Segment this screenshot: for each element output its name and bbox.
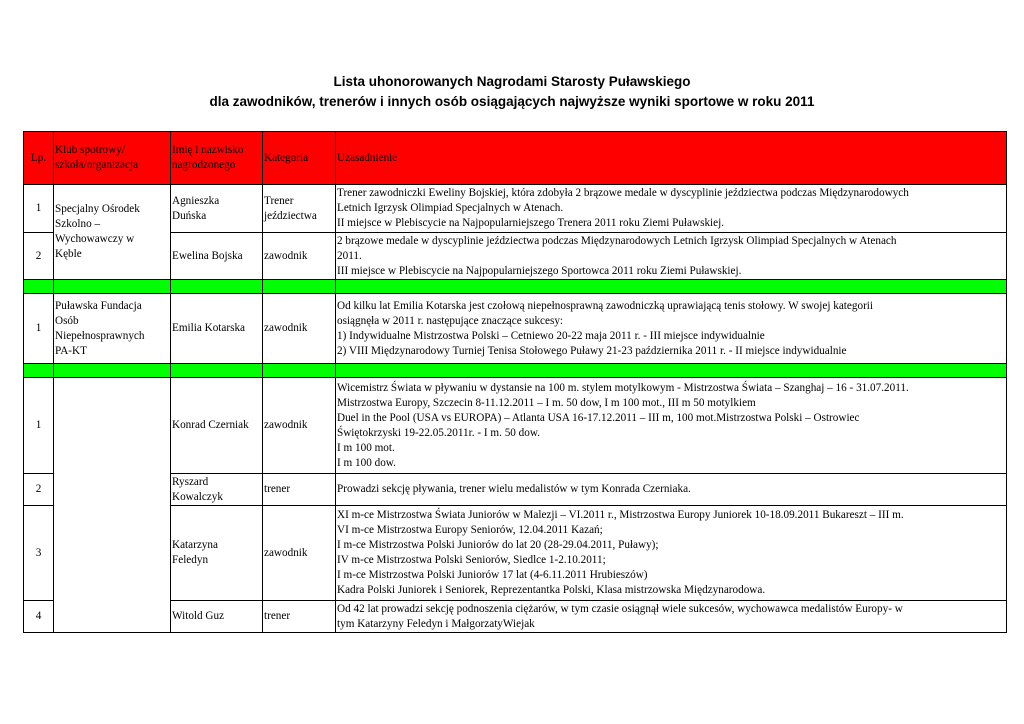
name-cell: Witold Guz [171,601,263,633]
separator-row [24,364,1007,378]
table-row [24,474,1007,506]
table-header-row [24,132,1007,185]
name-cell: Konrad Czerniak [171,378,263,474]
category-cell: zawodnik [263,233,336,280]
category-cell: trener [263,474,336,506]
awards-table [23,131,1007,633]
document-subtitle: dla zawodników, trenerów i innych osób osiągających najwyższe wyniki sportowe w roku 2011 [209,94,815,109]
name-cell: Ryszard Kowalczyk [171,474,263,506]
club-cell: Puławska Fundacja Osób Niepełnosprawnych PA-KT [54,294,171,364]
header-kategoria: Kategoria [263,132,336,185]
justification-cell: Trener zawodniczki Eweliny Bojskiej, która zdobyła 2 brązowe medale w dyscyplinie jeździectwa podczas Międzynarodowych Letnich Igrzysk Olimpiad Specjalnych w Atenach. II miejsce w Plebiscycie na Najpopularniejszego Trenera 2011 roku Ziemi Puławskiej. [336,185,1007,233]
row-lp: 1 [24,185,54,233]
table-row [24,294,1007,364]
name-cell: Ewelina Bojska [171,233,263,280]
category-cell: Trener jeździectwa [263,185,336,233]
document-title: Lista uhonorowanych Nagrodami Starosty Puławskiego [333,74,691,89]
name-cell: Agnieszka Duńska [171,185,263,233]
row-lp: 3 [24,506,54,601]
name-cell: Emilia Kotarska [171,294,263,364]
justification-cell: Wicemistrz Świata w pływaniu w dystansie na 100 m. stylem motylkowym - Mistrzostwa Świata – Szanghaj – 16 - 31.07.2011. Mistrzostwa Europy, Szczecin 8-11.12.2011 – I m. 50 dow, I m 100 mot., III m 50 motylkiem Duel in the Pool (USA vs EUROPA) – Atlanta USA 16-17.12.2011 – III m, 100 mot.Mistrzostwa Polski – Ostrowiec Świętokrzyski 19-22.05.2011r. - I m. 50 dow. I m 100 mot. I m 100 dow. [336,378,1007,474]
row-lp: 2 [24,474,54,506]
category-cell: trener [263,601,336,633]
club-cell: Specjalny Ośrodek Szkolno – Wychowawczy w Kęble [54,185,171,280]
table-row [24,506,1007,601]
header-klub: Klub spotrowy/ szkoła/organizacja [54,132,171,185]
header-imie: Imię i nazwisko nagrodzonego [171,132,263,185]
row-lp: 1 [24,294,54,364]
row-lp: 4 [24,601,54,633]
category-cell: zawodnik [263,506,336,601]
table-row [24,185,1007,233]
justification-cell: Od 42 lat prowadzi sekcję podnoszenia ciężarów, w tym czasie osiągnął wiele sukcesów, wychowawca medalistów Europy- w tym Katarzyny Feledyn i MałgorzatyWiejak [336,601,1007,633]
category-cell: zawodnik [263,378,336,474]
table-row [24,601,1007,633]
table-row [24,233,1007,280]
row-lp: 1 [24,378,54,474]
table-row [24,378,1007,474]
separator-row [24,280,1007,294]
category-cell: zawodnik [263,294,336,364]
row-lp: 2 [24,233,54,280]
justification-cell: XI m-ce Mistrzostwa Świata Juniorów w Malezji – VI.2011 r., Mistrzostwa Europy Juniorek 10-18.09.2011 Bukareszt – III m. VI m-ce Mistrzostwa Europy Seniorów, 12.04.2011 Kazań; I m-ce Mistrzostwa Polski Juniorów do lat 20 (28-29.04.2011, Puławy); IV m-ce Mistrzostwa Polski Seniorów, Siedlce 1-2.10.2011; I m-ce Mistrzostwa Polski Juniorów 17 lat (4-6.11.2011 Hrubieszów) Kadra Polski Juniorek i Seniorek, Reprezentantka Polski, Klasa mistrzowska Międzynarodowa. [336,506,1007,601]
name-cell: Katarzyna Feledyn [171,506,263,601]
justification-cell: Prowadzi sekcję pływania, trener wielu medalistów w tym Konrada Czerniaka. [336,474,1007,506]
header-lp: Lp. [24,132,54,185]
club-cell [54,378,171,633]
header-uzasadnienie: Uzasadnienie [336,132,1007,185]
justification-cell: Od kilku lat Emilia Kotarska jest czołową niepełnosprawną zawodniczką uprawiającą tenis stołowy. W swojej kategorii osiągnęła w 2011 r. następujące znaczące sukcesy: 1) Indywidualne Mistrzostwa Polski – Cetniewo 20-22 maja 2011 r. - III miejsce indywidualnie 2) VIII Międzynarodowy Turniej Tenisa Stołowego Puławy 21-23 października 2011 r. - II miejsce indywidualnie [336,294,1007,364]
justification-cell: 2 brązowe medale w dyscyplinie jeździectwa podczas Międzynarodowych Letnich Igrzysk Olimpiad Specjalnych w Atenach 2011. III miejsce w Plebiscycie na Najpopularniejszego Sportowca 2011 roku Ziemi Puławskiej. [336,233,1007,280]
